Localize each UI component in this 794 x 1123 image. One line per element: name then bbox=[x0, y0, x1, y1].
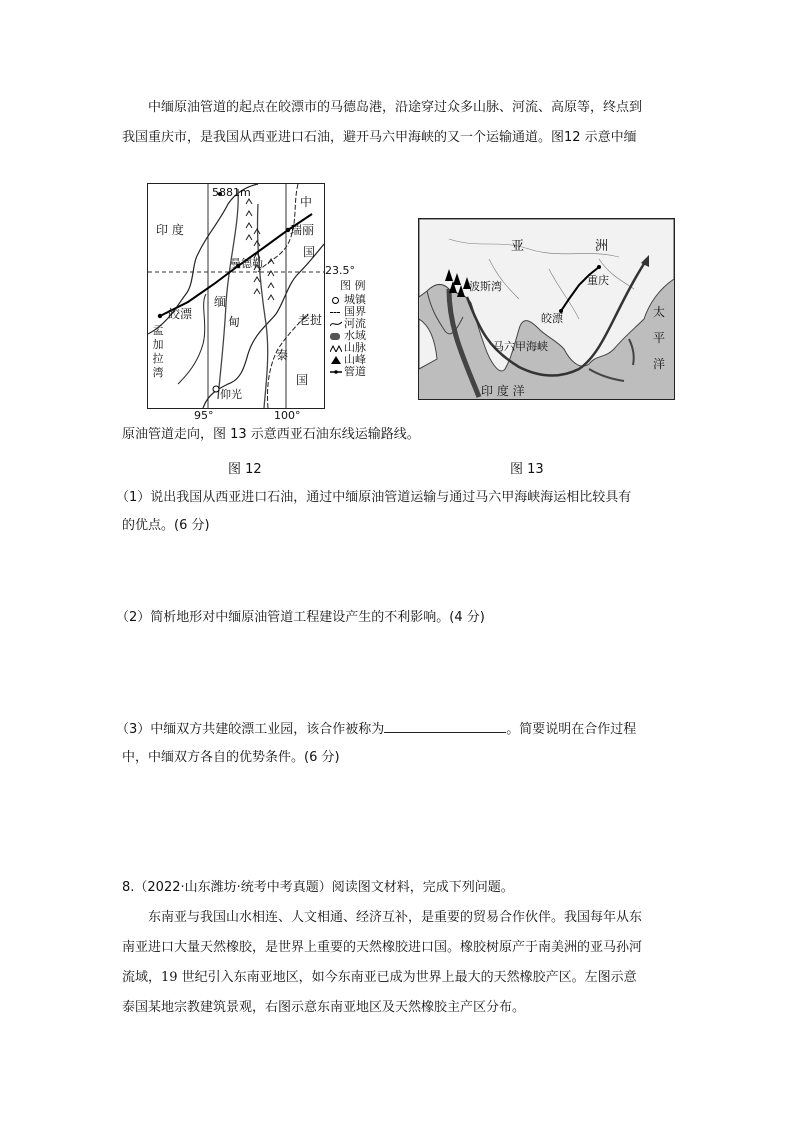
q8-para-2: 南亚进口大量天然橡胶，是世界上重要的天然橡胶进口国。橡胶树原产于南美洲的亚马孙河 bbox=[122, 940, 643, 955]
longitude-100-label: 100° bbox=[274, 409, 301, 422]
bay-label: 孟加拉湾 bbox=[152, 324, 164, 379]
myanmar-label-2: 甸 bbox=[228, 315, 241, 329]
peak-label: 5881m bbox=[212, 186, 251, 199]
q8-heading: 8.（2022·山东潍坊·统考中考真题）阅读图文材料，完成下列问题。 bbox=[122, 880, 514, 895]
q8-para-4: 泰国某地宗教建筑景观，右图示意东南亚地区及天然橡胶主产区分布。 bbox=[122, 1000, 526, 1015]
chongqing-label: 重庆 bbox=[587, 274, 609, 287]
longitude-95-label: 95° bbox=[194, 409, 214, 422]
q8-para-1: 东南亚与我国山水相连、人文相通、经济互补，是重要的贸易合作伙伴。我国每年从东 bbox=[148, 910, 643, 925]
laos-label: 老挝 bbox=[298, 313, 323, 327]
question-3-text-b: 。简要说明在合作过程 bbox=[506, 722, 637, 737]
peak-icon bbox=[331, 356, 341, 364]
persian-gulf-label: 波斯湾 bbox=[469, 280, 502, 293]
question-3-line-1 bbox=[116, 718, 636, 740]
mandalay-label: 曼德勒 bbox=[230, 257, 263, 270]
answer-blank[interactable] bbox=[384, 718, 506, 733]
figure-13-map bbox=[418, 218, 675, 400]
malacca-label: 马六甲海峡 bbox=[493, 340, 548, 353]
thailand-label: 泰 bbox=[276, 348, 289, 362]
town-icon bbox=[332, 297, 339, 304]
pipeline-icon bbox=[330, 368, 342, 376]
china-country-label: 国 bbox=[303, 245, 316, 259]
yangon-label: 仰光 bbox=[220, 388, 242, 401]
kyaukpyu-label: 皎漂 bbox=[168, 307, 193, 321]
q8-para-3: 流域，19 世纪引入东南亚地区，如今东南亚已成为世界上最大的天然橡胶产区。左图示意 bbox=[122, 970, 637, 985]
question-2: （2）简析地形对中缅原油管道工程建设产生的不利影响。(4 分) bbox=[116, 610, 485, 625]
asia-label: 亚 bbox=[511, 239, 525, 254]
intro-line-2: 我国重庆市，是我国从西亚进口石油，避开马六甲海峡的又一个运输通道。图12 示意中缅 bbox=[122, 130, 637, 145]
indian-ocean-label: 印 度 洋 bbox=[481, 384, 525, 398]
figure-12-caption: 图 12 bbox=[228, 462, 262, 477]
question-1-line-2: 的优点。(6 分) bbox=[122, 518, 210, 533]
china-label: 中 bbox=[300, 195, 313, 209]
legend-label: 水域 bbox=[344, 329, 366, 342]
figure-12-map bbox=[147, 183, 325, 409]
water-icon bbox=[330, 333, 340, 340]
map-13-svg bbox=[419, 219, 674, 399]
kyaukpyu-label-13: 皎漂 bbox=[541, 312, 563, 325]
question-3-text-a: （3）中缅双方共建皎漂工业园，该合作被称为 bbox=[116, 722, 385, 737]
border-icon bbox=[330, 312, 340, 313]
latitude-label: 23.5° bbox=[325, 264, 355, 277]
india-label: 印 度 bbox=[156, 223, 184, 237]
ruili-label: 瑞丽 bbox=[290, 223, 315, 237]
legend-12 bbox=[330, 280, 390, 378]
intro-line-1: 中缅原油管道的起点在皎漂市的马德岛港，沿途穿过众多山脉、河流、高原等，终点到 bbox=[148, 100, 643, 115]
legend-label: 管道 bbox=[344, 365, 366, 378]
legend-label: 城镇 bbox=[344, 293, 366, 306]
intro-line-3: 原油管道走向，图 13 示意西亚石油东线运输路线。 bbox=[122, 427, 420, 442]
myanmar-label: 缅 bbox=[214, 295, 227, 309]
legend-label: 国界 bbox=[344, 305, 366, 318]
legend-label: 山脉 bbox=[344, 341, 366, 354]
figure-13-caption: 图 13 bbox=[510, 462, 544, 477]
legend-pipeline bbox=[330, 366, 390, 378]
pacific-label: 太平洋 bbox=[653, 305, 666, 371]
legend-title: 图 例 bbox=[340, 279, 366, 292]
question-1-line-1: （1）说出我国从西亚进口石油，通过中缅原油管道运输与通过马六甲海峡海运相比较具有 bbox=[116, 490, 632, 505]
continent-label: 洲 bbox=[595, 239, 609, 254]
legend-label: 山峰 bbox=[344, 353, 366, 366]
river-icon bbox=[330, 320, 342, 328]
question-3-line-2: 中，中缅双方各自的优势条件。(6 分) bbox=[122, 750, 340, 765]
legend-label: 河流 bbox=[344, 317, 366, 330]
thailand-country-label: 国 bbox=[296, 373, 309, 387]
mountain-icon bbox=[330, 344, 342, 352]
